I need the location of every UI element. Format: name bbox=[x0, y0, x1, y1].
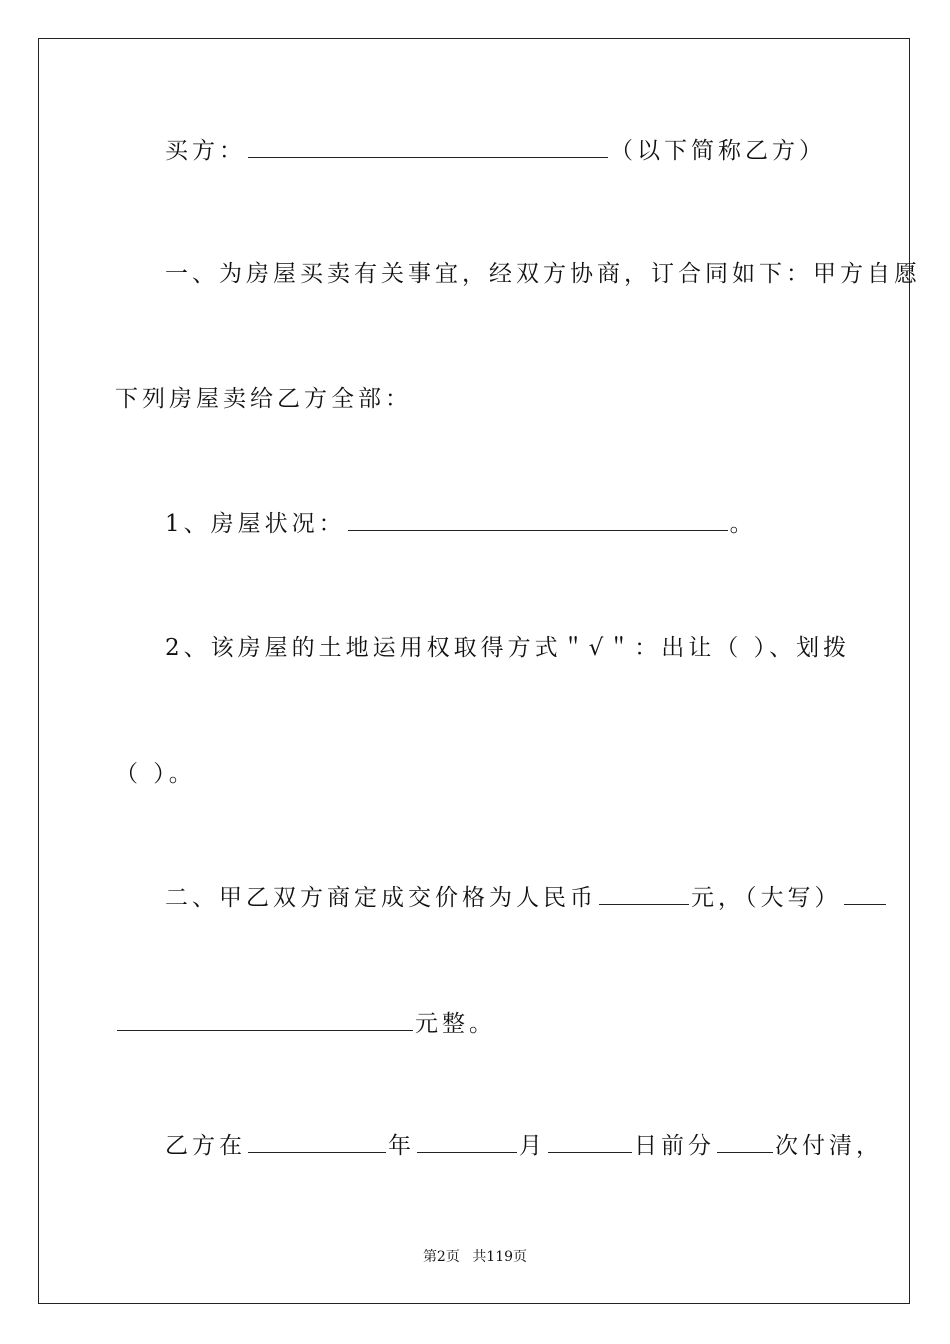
clause-two-part2: 元，（大写） bbox=[691, 885, 842, 911]
buyer-blank[interactable] bbox=[248, 137, 608, 158]
page-footer bbox=[0, 1248, 950, 1266]
clause-one bbox=[165, 259, 921, 289]
payment-part5: 次付清， bbox=[775, 1133, 883, 1159]
buyer-label: 买方： bbox=[165, 138, 246, 164]
item-two-text: 2、该房屋的土地运用权取得方式＂√＂：出让（ ）、划拨 bbox=[165, 635, 851, 661]
page-total: 共119页 bbox=[472, 1249, 528, 1265]
page-number: 第2页 bbox=[422, 1249, 460, 1265]
year-blank[interactable] bbox=[248, 1132, 386, 1153]
item-two bbox=[165, 633, 850, 663]
clause-two-part1: 二、甲乙双方商定成交价格为人民币 bbox=[165, 885, 597, 911]
page-border bbox=[38, 38, 910, 1304]
clause-one-cont-text: 下列房屋卖给乙方全部： bbox=[115, 386, 412, 412]
payment-part1: 乙方在 bbox=[165, 1133, 246, 1159]
item-one-end: 。 bbox=[729, 511, 757, 537]
item-two-continuation bbox=[115, 759, 196, 789]
installment-blank[interactable] bbox=[717, 1132, 773, 1153]
price-uppercase-blank[interactable] bbox=[117, 1010, 413, 1031]
clause-one-continuation bbox=[115, 384, 412, 414]
price-blank[interactable] bbox=[599, 884, 689, 905]
payment-line bbox=[165, 1131, 883, 1161]
clause-one-text: 一、为房屋买卖有关事宜，经双方协商，订合同如下：甲方自愿 bbox=[165, 261, 921, 287]
buyer-line bbox=[165, 136, 826, 166]
item-one-label: 1、房屋状况： bbox=[165, 511, 346, 537]
house-status-blank[interactable] bbox=[348, 510, 728, 531]
clause-two bbox=[165, 883, 888, 913]
item-one bbox=[165, 509, 757, 539]
payment-part3: 月 bbox=[519, 1133, 546, 1159]
clause-two-continuation bbox=[115, 1009, 496, 1039]
payment-part4: 日前分 bbox=[634, 1133, 715, 1159]
buyer-note: （以下简称乙方） bbox=[610, 138, 826, 164]
price-uppercase-blank-start[interactable] bbox=[844, 884, 886, 905]
day-blank[interactable] bbox=[548, 1132, 632, 1153]
payment-part2: 年 bbox=[388, 1133, 415, 1159]
item-two-cont-text: （ ）。 bbox=[115, 761, 196, 787]
clause-two-cont-end: 元整。 bbox=[415, 1011, 496, 1037]
month-blank[interactable] bbox=[417, 1132, 517, 1153]
